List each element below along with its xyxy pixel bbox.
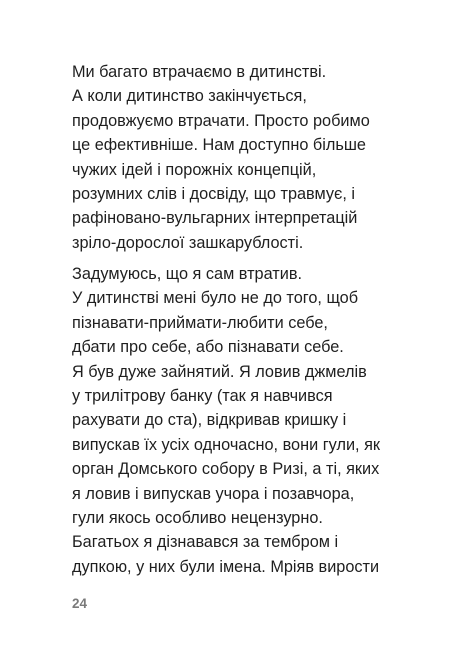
text-line: Ми багато втрачаємо в дитинстві. [72, 63, 327, 81]
text-line: я ловив і випускав учора і позавчора, [72, 484, 355, 503]
text-line: Я був дуже зайнятий. Я ловив джмелів [72, 362, 367, 381]
text-line: пізнавати-приймати-любити себе, [72, 313, 328, 332]
text-line: орган Домського собору в Ризі, а ті, яких [72, 460, 380, 479]
text-line: зріло-дорослої зашкарублості. [72, 233, 304, 252]
text-line: дупкою, у них були імена. Мріяв вирости [72, 557, 380, 576]
text-line: у трилітрову банку (так я навчився [72, 386, 333, 405]
page-number: 24 [72, 596, 88, 611]
text-line: випускав їх усіх одночасно, вони гули, як [72, 435, 381, 454]
text-line: продовжуємо втрачати. Просто робимо [72, 111, 370, 130]
text-line: У дитинстві мені було не до того, щоб [72, 289, 359, 308]
paragraph-1 [72, 60, 402, 255]
text-line: чужих ідей і порожніх концепцій, [72, 160, 317, 179]
text-line: це ефективніше. Нам доступно більше [72, 136, 366, 155]
paragraph-2 [72, 262, 402, 579]
text-line: розумних слів і досвіду, що травмує, і [72, 184, 356, 203]
text-line: А коли дитинство закінчується, [72, 87, 307, 106]
text-line: гули якось особливо нецензурно. [72, 508, 323, 527]
text-line: Багатьох я дізнавався за тембром і [72, 533, 339, 552]
text-line: рахувати до ста), відкривав кришку і [72, 411, 347, 430]
text-line: рафіновано-вульгарних інтерпретацій [72, 209, 358, 228]
text-line: Задумуюсь, що я сам втратив. [72, 265, 303, 283]
text-line: дбати про себе, або пізнавати себе. [72, 338, 344, 357]
